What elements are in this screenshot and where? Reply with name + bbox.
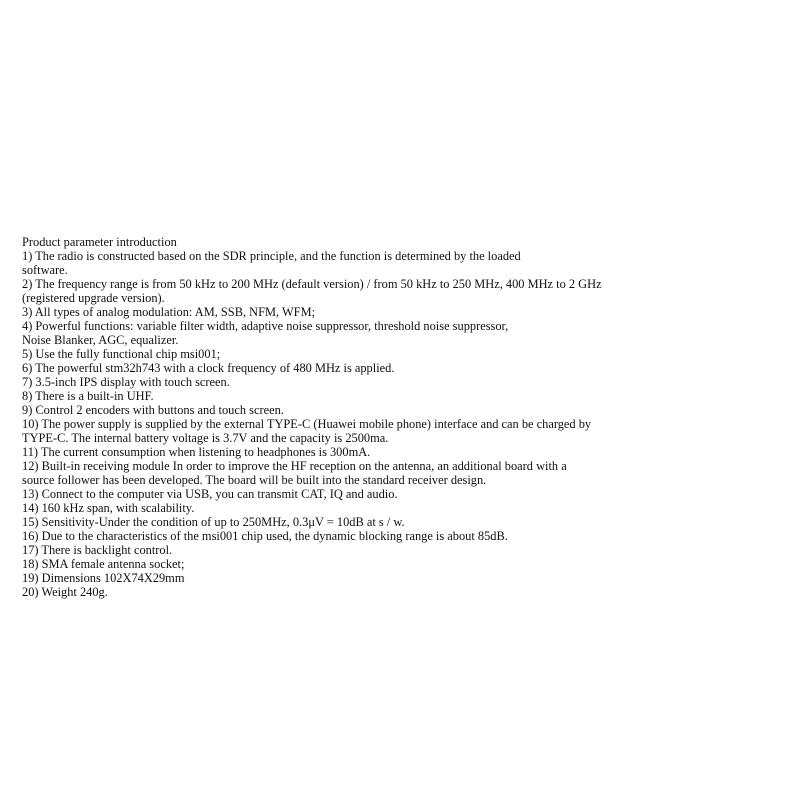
parameter-item <box>22 249 792 277</box>
parameter-item <box>22 487 792 501</box>
parameter-item <box>22 585 792 599</box>
parameter-item-line: 4) Powerful functions: variable filter width, adaptive noise suppressor, threshold noise suppressor, <box>22 319 509 333</box>
parameter-item <box>22 557 792 571</box>
parameter-item <box>22 459 792 487</box>
parameter-item-line: 17) There is backlight control. <box>22 543 173 557</box>
parameter-item <box>22 501 792 515</box>
parameter-item <box>22 403 792 417</box>
parameter-item-line: 10) The power supply is supplied by the external TYPE-C (Huawei mobile phone) interface and can be charged by <box>22 417 592 431</box>
parameter-item-line: 11) The current consumption when listening to headphones is 300mA. <box>22 445 371 459</box>
parameter-item <box>22 417 792 445</box>
parameter-item-line: 7) 3.5-inch IPS display with touch screen. <box>22 375 230 389</box>
document-heading: Product parameter introduction <box>22 235 177 249</box>
parameter-item <box>22 361 792 375</box>
parameter-item-line: 12) Built-in receiving module In order to improve the HF reception on the antenna, an additional board with a <box>22 459 567 473</box>
parameter-item <box>22 305 792 319</box>
parameter-item <box>22 347 792 361</box>
parameter-item <box>22 543 792 557</box>
parameter-item-line: 1) The radio is constructed based on the SDR principle, and the function is determined by the loaded <box>22 249 521 263</box>
parameter-item-line: (registered upgrade version). <box>22 291 165 305</box>
parameter-item-line: software. <box>22 263 68 277</box>
parameter-item-line: 15) Sensitivity-Under the condition of up to 250MHz, 0.3μV = 10dB at s / w. <box>22 515 405 529</box>
parameter-item-line: 14) 160 kHz span, with scalability. <box>22 501 195 515</box>
parameter-item-line: 8) There is a built-in UHF. <box>22 389 154 403</box>
parameter-item-line: 5) Use the fully functional chip msi001; <box>22 347 221 361</box>
parameter-item <box>22 319 792 347</box>
parameter-item-line: 2) The frequency range is from 50 kHz to 200 MHz (default version) / from 50 kHz to 250 MHz, 400 MHz to 2 GHz <box>22 277 602 291</box>
parameter-item <box>22 515 792 529</box>
parameter-item-line: Noise Blanker, AGC, equalizer. <box>22 333 179 347</box>
parameter-item-line: 13) Connect to the computer via USB, you can transmit CAT, IQ and audio. <box>22 487 398 501</box>
parameter-item <box>22 445 792 459</box>
parameter-item-line: 16) Due to the characteristics of the msi001 chip used, the dynamic blocking range is about 85dB. <box>22 529 508 543</box>
parameter-item <box>22 389 792 403</box>
parameter-item <box>22 277 792 305</box>
parameter-item <box>22 529 792 543</box>
parameter-item-line: 19) Dimensions 102X74X29mm <box>22 571 185 585</box>
parameter-item-line: 18) SMA female antenna socket; <box>22 557 185 571</box>
product-parameter-document <box>22 235 792 599</box>
parameter-list <box>22 249 792 599</box>
parameter-item-line: 9) Control 2 encoders with buttons and touch screen. <box>22 403 284 417</box>
parameter-item <box>22 375 792 389</box>
parameter-item-line: 6) The powerful stm32h743 with a clock frequency of 480 MHz is applied. <box>22 361 395 375</box>
parameter-item-line: TYPE-C. The internal battery voltage is 3.7V and the capacity is 2500ma. <box>22 431 389 445</box>
parameter-item-line: 3) All types of analog modulation: AM, SSB, NFM, WFM; <box>22 305 316 319</box>
parameter-item-line: 20) Weight 240g. <box>22 585 108 599</box>
parameter-item <box>22 571 792 585</box>
parameter-item-line: source follower has been developed. The board will be built into the standard receiver design. <box>22 473 487 487</box>
